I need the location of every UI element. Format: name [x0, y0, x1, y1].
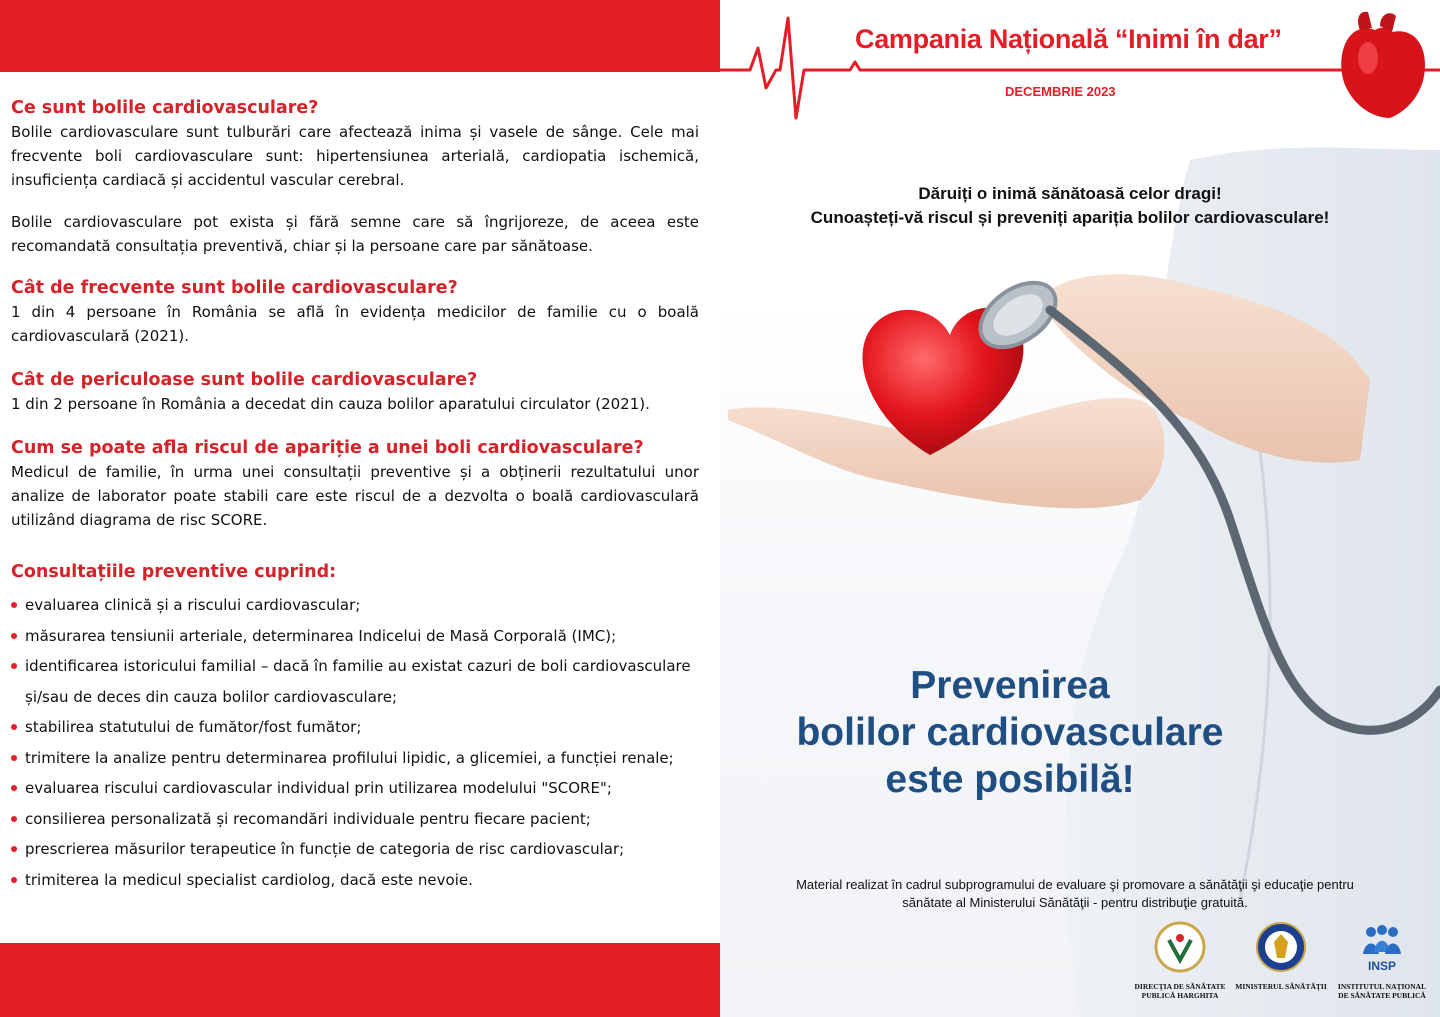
svg-text:INSP: INSP	[1367, 959, 1397, 973]
anatomical-heart-icon	[1341, 12, 1425, 118]
list-item: stabilirea statutului de fumător/fost fumător;	[11, 712, 699, 743]
list-item: identificarea istoricului familial – dacă în familie au existat cazuri de boli cardiovasculare și/sau de deces din cauza bolilor cardiovasculare;	[11, 651, 699, 712]
campaign-date: DECEMBRIE 2023	[1005, 84, 1116, 99]
section-heading-consultations: Consultațiile preventive cuprind:	[11, 562, 337, 582]
bullet-icon	[11, 633, 17, 639]
bullet-icon	[11, 663, 17, 669]
bottom-red-bar	[0, 943, 720, 1017]
dsp-harghita-logo: DIRECȚIA DE SĂNĂTATE PUBLICĂ HARGHITA	[1125, 920, 1235, 1000]
section-text-what: Bolile cardiovasculare sunt tulburări care afectează inima și vasele de sânge. Cele mai frecvente boli cardiovasculare sunt: hipertensiunea arterială, cardiopatia ischemică, insuficiența cardiacă și accidentul vascular cerebral.	[11, 123, 699, 189]
distribution-note: Material realizat în cadrul subprogramului de evaluare şi promovare a sănătăţii şi educaţie pentru sănătate al Ministerului Sănătăţii - pentru distribuţie gratuită.	[796, 877, 1354, 910]
list-item: prescrierea măsurilor terapeutice în funcție de categoria de risc cardiovascular;	[11, 834, 699, 865]
bullet-icon	[11, 785, 17, 791]
tagline-know-risk: Cunoașteți-vă riscul și preveniți apariția bolilor cardiovasculare!	[810, 208, 1330, 227]
bullet-icon	[11, 602, 17, 608]
section-text-danger: 1 din 2 persoane în România a decedat din cauza bolilor aparatului circulator (2021).	[11, 395, 650, 413]
list-item: consilierea personalizată și recomandări individuale pentru fiecare pacient;	[11, 804, 699, 835]
ecg-line-graphic	[720, 0, 1440, 130]
list-item: evaluarea clinică și a riscului cardiovascular;	[11, 590, 699, 621]
section-heading-frequency: Cât de frecvente sunt bolile cardiovasculare?	[11, 278, 458, 298]
ministry-logo: MINISTERUL SĂNĂTĂȚII	[1226, 920, 1336, 991]
list-item: măsurarea tensiunii arteriale, determinarea Indicelui de Masă Corporală (IMC);	[11, 621, 699, 652]
headline-line-2: bolilor cardiovasculare	[796, 711, 1224, 754]
insp-logo: INSP INSTITUTUL NAȚIONAL DE SĂNĂTATE PUBLICĂ	[1327, 920, 1437, 1000]
section-text-risk: Medicul de familie, în urma unei consultații preventive și a obținerii rezultatului unor analize de laborator poate stabili care este riscul de a dezvolta o boală cardiovasculară utilizând diagrama de risc SCORE.	[11, 463, 699, 529]
main-headline	[720, 662, 1300, 803]
bullet-icon	[11, 724, 17, 730]
cover-panel	[720, 0, 1440, 1017]
government-crest-icon	[1254, 920, 1308, 974]
dsp-emblem-icon	[1153, 920, 1207, 974]
section-heading-risk: Cum se poate afla riscul de apariție a unei boli cardiovasculare?	[11, 438, 644, 458]
bullet-icon	[11, 816, 17, 822]
info-column	[11, 96, 699, 895]
consultation-list	[11, 590, 699, 895]
bullet-icon	[11, 877, 17, 883]
bullet-icon	[11, 755, 17, 761]
list-item: trimiterea la medicul specialist cardiolog, dacă este nevoie.	[11, 865, 699, 896]
section-text-frequency: 1 din 4 persoane în România se află în evidența medicilor de familie cu o boală cardiovasculară (2021).	[11, 303, 699, 345]
list-item: trimitere la analize pentru determinarea profilului lipidic, a glicemiei, a funcției renale;	[11, 743, 699, 774]
section-text-what-2: Bolile cardiovasculare pot exista și fără semne care să îngrijoreze, de aceea este recomandată consultația preventivă, chiar și la persoane care par sănătoase.	[11, 213, 699, 255]
doctor-heart-illustration	[720, 0, 1440, 1017]
campaign-title: Campania Națională “Inimi în dar”	[855, 24, 1282, 54]
section-heading-what: Ce sunt bolile cardiovasculare?	[11, 98, 319, 118]
headline-line-3: este posibilă!	[885, 758, 1135, 801]
list-item: evaluarea riscului cardiovascular individual prin utilizarea modelului "SCORE";	[11, 773, 699, 804]
headline-line-1: Prevenirea	[910, 664, 1110, 707]
tagline-gift: Dăruiți o inimă sănătoasă celor dragi!	[918, 184, 1222, 203]
top-red-bar	[0, 0, 720, 72]
section-heading-danger: Cât de periculoase sunt bolile cardiovasculare?	[11, 370, 478, 390]
insp-people-icon	[1355, 920, 1409, 974]
bullet-icon	[11, 846, 17, 852]
